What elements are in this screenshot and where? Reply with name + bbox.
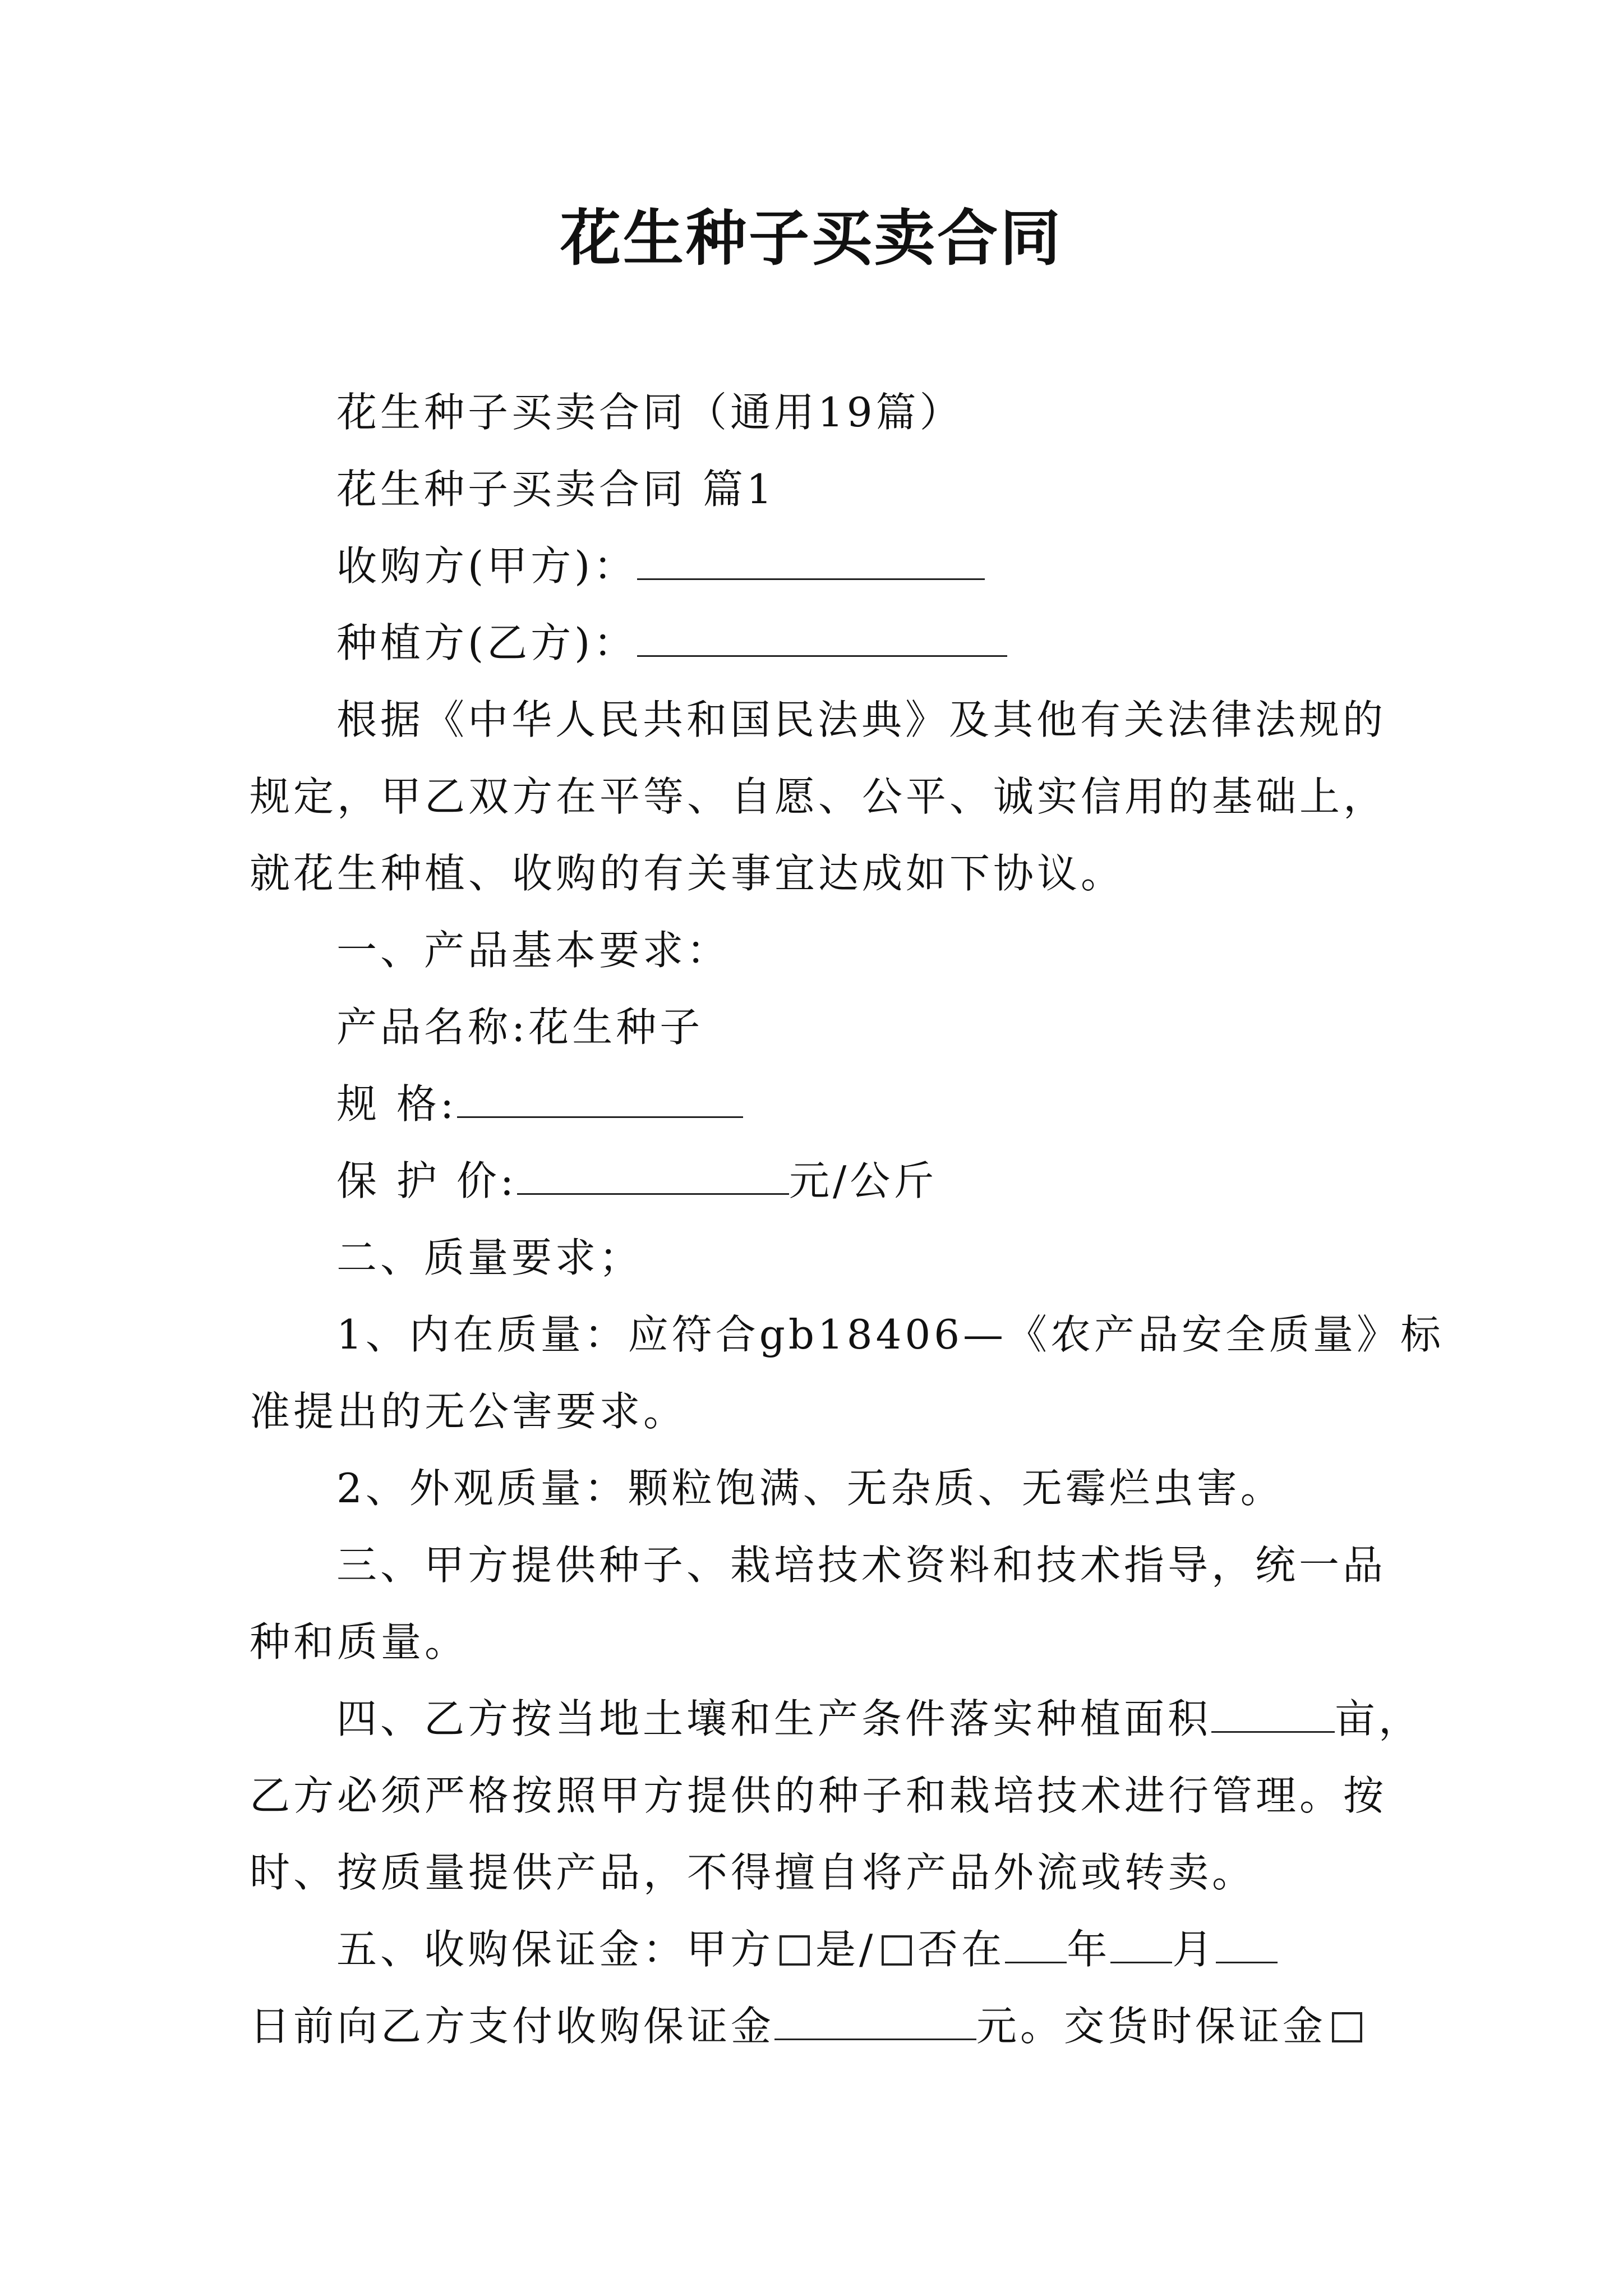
clause3-line-2: 种和质量。 bbox=[250, 1618, 469, 1665]
spec-label: 规 格: bbox=[336, 1080, 458, 1128]
product-name: 产品名称:花生种子 bbox=[336, 1004, 704, 1051]
document-subtitle: 花生种子买卖合同（通用19篇） bbox=[336, 389, 963, 436]
clause5-line-1 bbox=[336, 1921, 1514, 1977]
section-heading: 花生种子买卖合同 篇1 bbox=[336, 466, 776, 513]
preamble-line-1: 根据《中华人民共和国民法典》及其他有关法律法规的 bbox=[336, 696, 1387, 743]
month-blank[interactable] bbox=[1110, 1927, 1172, 1963]
party-b-blank[interactable] bbox=[637, 620, 1007, 657]
year-blank[interactable] bbox=[1005, 1927, 1067, 1963]
quality-2: 2、外观质量：颗粒饱满、无杂质、无霉烂虫害。 bbox=[336, 1465, 1284, 1512]
party-a-blank[interactable] bbox=[637, 544, 985, 580]
quality-1-line-1: 1、内在质量：应符合gb18406—《农产品安全质量》标 bbox=[336, 1311, 1445, 1358]
year-label: 年 bbox=[1067, 1926, 1111, 1973]
clause5-line-2 bbox=[250, 1998, 1427, 2054]
spec-line bbox=[336, 1076, 1514, 1132]
price-unit: 元/公斤 bbox=[789, 1157, 938, 1204]
clause4-line-1 bbox=[336, 1691, 1514, 1747]
clause1-heading: 一、产品基本要求： bbox=[336, 927, 731, 974]
party-a-label: 收购方(甲方)： bbox=[336, 542, 638, 590]
clause4-text: 四、乙方按当地土壤和生产条件落实种植面积 bbox=[336, 1695, 1212, 1742]
day-blank[interactable] bbox=[1216, 1927, 1278, 1963]
quality-1-line-2: 准提出的无公害要求。 bbox=[250, 1388, 688, 1435]
clause4-line-2: 乙方必须严格按照甲方提供的种子和栽培技术进行管理。按 bbox=[250, 1772, 1387, 1819]
deposit-amount-blank[interactable] bbox=[774, 2004, 976, 2040]
deposit-refund-checkbox[interactable] bbox=[1332, 2012, 1362, 2042]
price-label: 保 护 价: bbox=[336, 1157, 518, 1204]
price-blank[interactable] bbox=[517, 1158, 789, 1195]
preamble-line-3: 就花生种植、收购的有关事宜达成如下协议。 bbox=[250, 850, 1125, 897]
deposit-yes-label: 是/ bbox=[815, 1926, 877, 1973]
preamble-line-2: 规定，甲乙双方在平等、自愿、公平、诚实信用的基础上， bbox=[250, 773, 1387, 820]
month-label: 月 bbox=[1172, 1926, 1216, 1973]
clause4-line-3: 时、按质量提供产品，不得擅自将产品外流或转卖。 bbox=[250, 1849, 1256, 1896]
party-b-line bbox=[336, 615, 1514, 671]
price-line bbox=[336, 1153, 1514, 1209]
planting-area-blank[interactable] bbox=[1211, 1696, 1335, 1733]
party-b-label: 种植方(乙方)： bbox=[336, 619, 638, 666]
clause5-line2-text: 日前向乙方支付收购保证金 bbox=[250, 2003, 775, 2050]
clause5-line2-tail: 元。交货时保证金 bbox=[976, 2003, 1327, 2050]
deposit-yes-checkbox[interactable] bbox=[780, 1935, 810, 1966]
deposit-no-label: 否在 bbox=[917, 1926, 1006, 1973]
deposit-no-checkbox[interactable] bbox=[882, 1935, 912, 1966]
spec-blank[interactable] bbox=[457, 1082, 743, 1118]
clause5-text: 五、收购保证金：甲方 bbox=[336, 1926, 774, 1973]
clause3-line-1: 三、甲方提供种子、栽培技术资料和技术指导，统一品 bbox=[336, 1542, 1387, 1589]
document-title: 花生种子买卖合同 bbox=[560, 203, 1063, 274]
clause4-unit: 亩， bbox=[1335, 1695, 1423, 1742]
clause2-heading: 二、质量要求； bbox=[336, 1234, 643, 1281]
party-a-line bbox=[336, 538, 1514, 594]
